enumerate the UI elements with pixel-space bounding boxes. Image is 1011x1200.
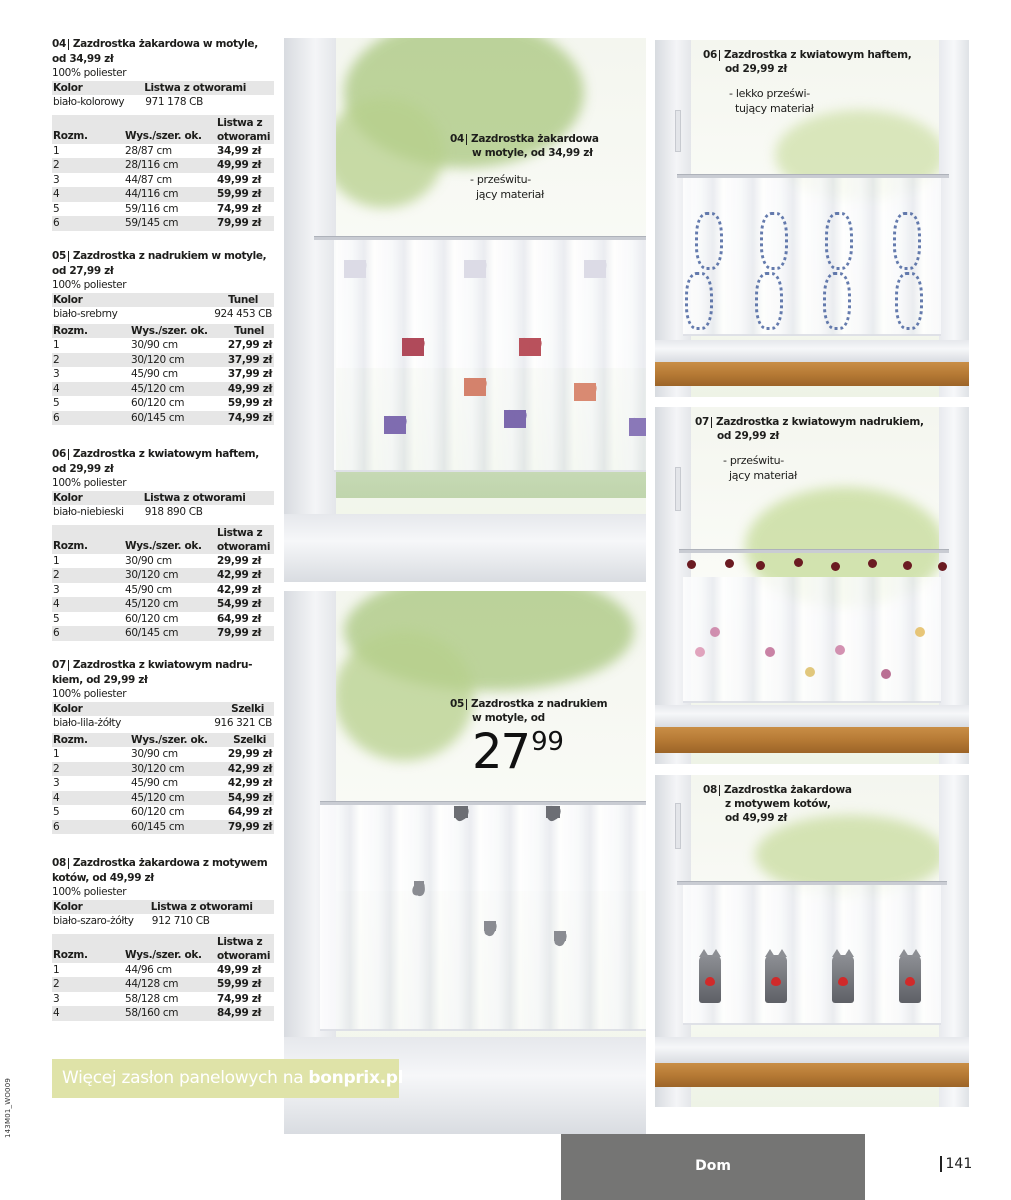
butterfly-icon — [402, 338, 424, 356]
material: 100% poliester — [52, 688, 127, 700]
item-number: 06 — [52, 448, 66, 460]
butterfly-icon — [414, 881, 424, 891]
callout-title: Zazdrostka z nadrukiem — [471, 698, 608, 710]
bead — [868, 559, 877, 568]
variant-label: Listwa z otworami — [144, 81, 274, 96]
callout-title: Zazdrostka żakardowa — [471, 133, 599, 145]
embroidery-motif — [695, 212, 723, 270]
material: 100% poliester — [52, 886, 127, 898]
title-line: Zazdrostka z kwiatowym nadru- — [72, 659, 253, 671]
item-number: 06 — [703, 49, 718, 61]
divider — [68, 660, 69, 671]
spec-title — [52, 856, 274, 871]
bead — [725, 559, 734, 568]
spec-block-07 — [52, 658, 274, 834]
spec-title — [52, 37, 274, 52]
catalog-code: 143M01_WO009 — [4, 1078, 12, 1138]
item-number: 04 — [52, 38, 66, 50]
table-row: 1 30/90 cm 27,99 zł — [53, 339, 272, 351]
window-handle-icon — [675, 110, 681, 152]
title-price: kiem, od 29,99 zł — [52, 673, 148, 686]
title-price: od 27,99 zł — [52, 264, 114, 277]
big-price: 27 99 — [472, 724, 564, 780]
butterfly-icon — [546, 806, 560, 818]
table-row: 2 28/116 cm 49,99 zł — [52, 158, 274, 173]
promo-link[interactable]: bonprix.pl — [308, 1068, 404, 1088]
heart-icon — [771, 977, 781, 986]
cat-motif — [765, 955, 787, 1003]
table-row: 5 59/116 cm 74,99 zł — [53, 202, 262, 215]
size-table — [52, 733, 274, 835]
variant-label: Tunel — [167, 293, 274, 308]
spec-block-04 — [52, 37, 274, 231]
item-number: 05 — [52, 250, 66, 262]
butterfly-icon — [519, 338, 541, 356]
color-value: biało-srebrny — [53, 308, 118, 320]
table-row: 5 60/120 cm 64,99 zł — [53, 806, 272, 818]
col-size: Rozm. — [52, 934, 124, 963]
item-number: 08 — [703, 784, 718, 796]
color-label: Kolor — [52, 81, 144, 96]
butterfly-icon — [504, 410, 526, 428]
cat-motif — [699, 955, 721, 1003]
color-label: Kolor — [52, 491, 144, 506]
product-photo-07 — [655, 407, 969, 764]
item-number: 05 — [450, 698, 465, 710]
table-row: 3 58/128 cm 74,99 zł — [53, 992, 262, 1005]
cat-motif — [899, 955, 921, 1003]
callout-price: od 29,99 zł — [717, 430, 779, 442]
table-row: 3 44/87 cm 49,99 zł — [53, 173, 262, 186]
product-photo-08 — [655, 775, 969, 1107]
heart-icon — [838, 977, 848, 986]
window-handle-icon — [675, 467, 681, 511]
title-line: Zazdrostka żakardowa z motywem — [72, 857, 268, 869]
callout-price: w motyle, od 34,99 zł — [472, 147, 593, 159]
color-table — [52, 900, 274, 929]
table-row: 6 60/145 cm 79,99 zł — [52, 626, 274, 641]
color-value: biało-kolorowy — [53, 96, 125, 108]
product-photo-05 — [284, 591, 646, 1134]
divider — [68, 251, 69, 262]
item-number: 07 — [695, 416, 710, 428]
color-value: biało-niebieski — [53, 506, 124, 518]
curtain — [320, 805, 646, 1031]
order-number: 916 321 CB — [214, 717, 272, 729]
table-row: 3 45/90 cm 42,99 zł — [53, 777, 272, 789]
embroidery-motif — [755, 272, 783, 330]
butterfly-icon — [384, 416, 406, 434]
col-size: Rozm. — [52, 115, 124, 144]
butterfly-icon — [344, 260, 366, 278]
order-number: 912 710 CB — [151, 915, 210, 927]
bead — [794, 558, 803, 567]
spec-block-06 — [52, 447, 274, 641]
col-dimensions: Wys./szer. ok. — [124, 525, 216, 554]
table-row: 4 44/116 cm 59,99 zł — [52, 187, 274, 202]
callout-price: od 49,99 zł — [725, 812, 787, 824]
flower-motif — [881, 669, 891, 679]
embroidery-motif — [685, 272, 713, 330]
col-dimensions: Wys./szer. ok. — [124, 934, 216, 963]
table-row: 1 44/96 cm 49,99 zł — [53, 963, 262, 976]
callout-subtitle: w motyle, od — [472, 712, 545, 724]
color-table — [52, 702, 274, 731]
variant-label: Listwa z otworami — [151, 900, 274, 915]
color-table — [52, 81, 274, 110]
size-table — [52, 934, 274, 1021]
table-row: 2 30/120 cm 42,99 zł — [52, 568, 274, 583]
callout-07 — [695, 415, 924, 483]
title-price: kotów, od 49,99 zł — [52, 871, 154, 884]
table-row: 4 45/120 cm 54,99 zł — [52, 597, 274, 612]
table-row: 1 30/90 cm 29,99 zł — [53, 748, 272, 760]
col-price: Tunel — [222, 324, 274, 339]
bead — [938, 562, 947, 571]
flower-motif — [695, 647, 705, 657]
table-row: 5 60/120 cm 64,99 zł — [53, 612, 262, 625]
table-row: 1 28/87 cm 34,99 zł — [53, 144, 262, 157]
bead — [903, 561, 912, 570]
order-number: 924 453 CB — [214, 308, 272, 320]
size-table — [52, 324, 274, 426]
flower-motif — [805, 667, 815, 677]
callout-06 — [703, 48, 911, 116]
spec-title — [52, 249, 274, 264]
table-row: 2 44/128 cm 59,99 zł — [52, 977, 274, 992]
callout-price: od 29,99 zł — [725, 63, 787, 75]
col-price: Listwa z otworami — [216, 525, 274, 554]
product-photo-04 — [284, 38, 646, 582]
butterfly-icon — [629, 418, 646, 436]
color-value: biało-szaro-żółty — [53, 915, 134, 927]
order-number: 971 178 CB — [145, 96, 203, 108]
promo-banner[interactable] — [52, 1059, 404, 1098]
callout-05 — [450, 697, 608, 780]
col-price: Listwa z otworami — [216, 934, 274, 963]
col-dimensions: Wys./szer. ok. — [130, 324, 222, 339]
curtain-rod — [679, 549, 949, 553]
material: 100% poliester — [52, 279, 127, 291]
variant-label: Szelki — [170, 702, 274, 717]
curtain — [683, 577, 941, 703]
table-row: 6 60/145 cm 79,99 zł — [53, 820, 272, 833]
callout-04 — [450, 132, 599, 202]
bead — [831, 562, 840, 571]
color-label: Kolor — [52, 293, 167, 308]
butterfly-icon — [574, 383, 596, 401]
heart-icon — [905, 977, 915, 986]
item-number: 04 — [450, 133, 465, 145]
table-row: 6 60/145 cm 74,99 zł — [53, 411, 272, 424]
spec-title — [52, 658, 274, 673]
callout-title: Zazdrostka z kwiatowym haftem, — [724, 49, 912, 61]
callout-08 — [703, 783, 852, 825]
item-number: 08 — [52, 857, 66, 869]
size-table — [52, 115, 274, 231]
page-number-value: 141 — [945, 1156, 973, 1172]
flower-motif — [765, 647, 775, 657]
callout-subtitle: z motywem kotów, — [725, 798, 831, 810]
title-price: od 29,99 zł — [52, 462, 114, 475]
embroidery-motif — [760, 212, 788, 270]
window-handle-icon — [675, 803, 681, 849]
order-number: 918 890 CB — [144, 506, 203, 518]
color-label: Kolor — [52, 900, 151, 915]
col-size: Rozm. — [52, 733, 130, 748]
butterfly-icon — [464, 260, 486, 278]
col-size: Rozm. — [52, 324, 130, 339]
size-table — [52, 525, 274, 641]
bead — [756, 561, 765, 570]
embroidery-motif — [893, 212, 921, 270]
spec-title — [52, 447, 274, 462]
divider — [940, 1156, 942, 1172]
bead — [687, 560, 696, 569]
butterfly-icon — [464, 378, 486, 396]
product-photo-06 — [655, 40, 969, 397]
table-row: 1 30/90 cm 29,99 zł — [53, 554, 262, 567]
flower-motif — [835, 645, 845, 655]
spec-block-08 — [52, 856, 274, 1021]
callout-note: - prześwitu- jący materiał — [470, 173, 544, 201]
section-tab-dom[interactable]: Dom — [561, 1134, 865, 1200]
item-number: 07 — [52, 659, 66, 671]
title-line: Zazdrostka żakardowa w motyle, — [72, 38, 258, 50]
divider — [68, 449, 69, 460]
table-row: 3 45/90 cm 37,99 zł — [53, 368, 272, 380]
flower-motif — [915, 627, 925, 637]
table-row: 4 45/120 cm 54,99 zł — [53, 791, 272, 804]
embroidery-motif — [825, 212, 853, 270]
material: 100% poliester — [52, 477, 127, 489]
divider — [68, 858, 69, 869]
callout-title: Zazdrostka żakardowa — [724, 784, 852, 796]
table-row: 6 59/145 cm 79,99 zł — [52, 216, 274, 231]
callout-note: - prześwitu- jący materiał — [723, 454, 797, 482]
col-dimensions: Wys./szer. ok. — [124, 115, 216, 144]
butterfly-icon — [454, 806, 468, 818]
table-row: 4 58/160 cm 84,99 zł — [52, 1006, 274, 1021]
spec-block-05 — [52, 249, 274, 425]
table-row: 2 30/120 cm 42,99 zł — [53, 762, 272, 775]
title-line: Zazdrostka z kwiatowym haftem, — [72, 448, 259, 460]
col-price: Szelki — [222, 733, 274, 748]
table-row: 2 30/120 cm 37,99 zł — [53, 353, 272, 366]
butterfly-icon — [484, 921, 496, 931]
title-line: Zazdrostka z nadrukiem w motyle, — [72, 250, 267, 262]
table-row: 3 45/90 cm 42,99 zł — [53, 583, 262, 596]
color-table — [52, 293, 274, 322]
material: 100% poliester — [52, 67, 127, 79]
col-dimensions: Wys./szer. ok. — [130, 733, 222, 748]
variant-label: Listwa z otworami — [144, 491, 274, 506]
divider — [68, 39, 69, 50]
col-size: Rozm. — [52, 525, 124, 554]
embroidery-motif — [895, 272, 923, 330]
butterfly-icon — [554, 931, 566, 941]
color-label: Kolor — [52, 702, 170, 717]
callout-note: - lekko prześwi- tujący materiał — [729, 87, 814, 115]
cat-motif — [832, 955, 854, 1003]
table-row: 5 60/120 cm 59,99 zł — [53, 397, 272, 409]
embroidery-motif — [823, 272, 851, 330]
color-table — [52, 491, 274, 520]
butterfly-icon — [584, 260, 606, 278]
col-price: Listwa z otworami — [216, 115, 274, 144]
promo-text: Więcej zasłon panelowych na — [62, 1068, 309, 1088]
table-row: 4 45/120 cm 49,99 zł — [53, 382, 272, 395]
color-value: biało-lila-żółty — [53, 717, 122, 729]
title-price: od 34,99 zł — [52, 52, 114, 65]
page-number — [940, 1156, 972, 1172]
callout-title: Zazdrostka z kwiatowym nadrukiem, — [716, 416, 924, 428]
flower-motif — [710, 627, 720, 637]
heart-icon — [705, 977, 715, 986]
